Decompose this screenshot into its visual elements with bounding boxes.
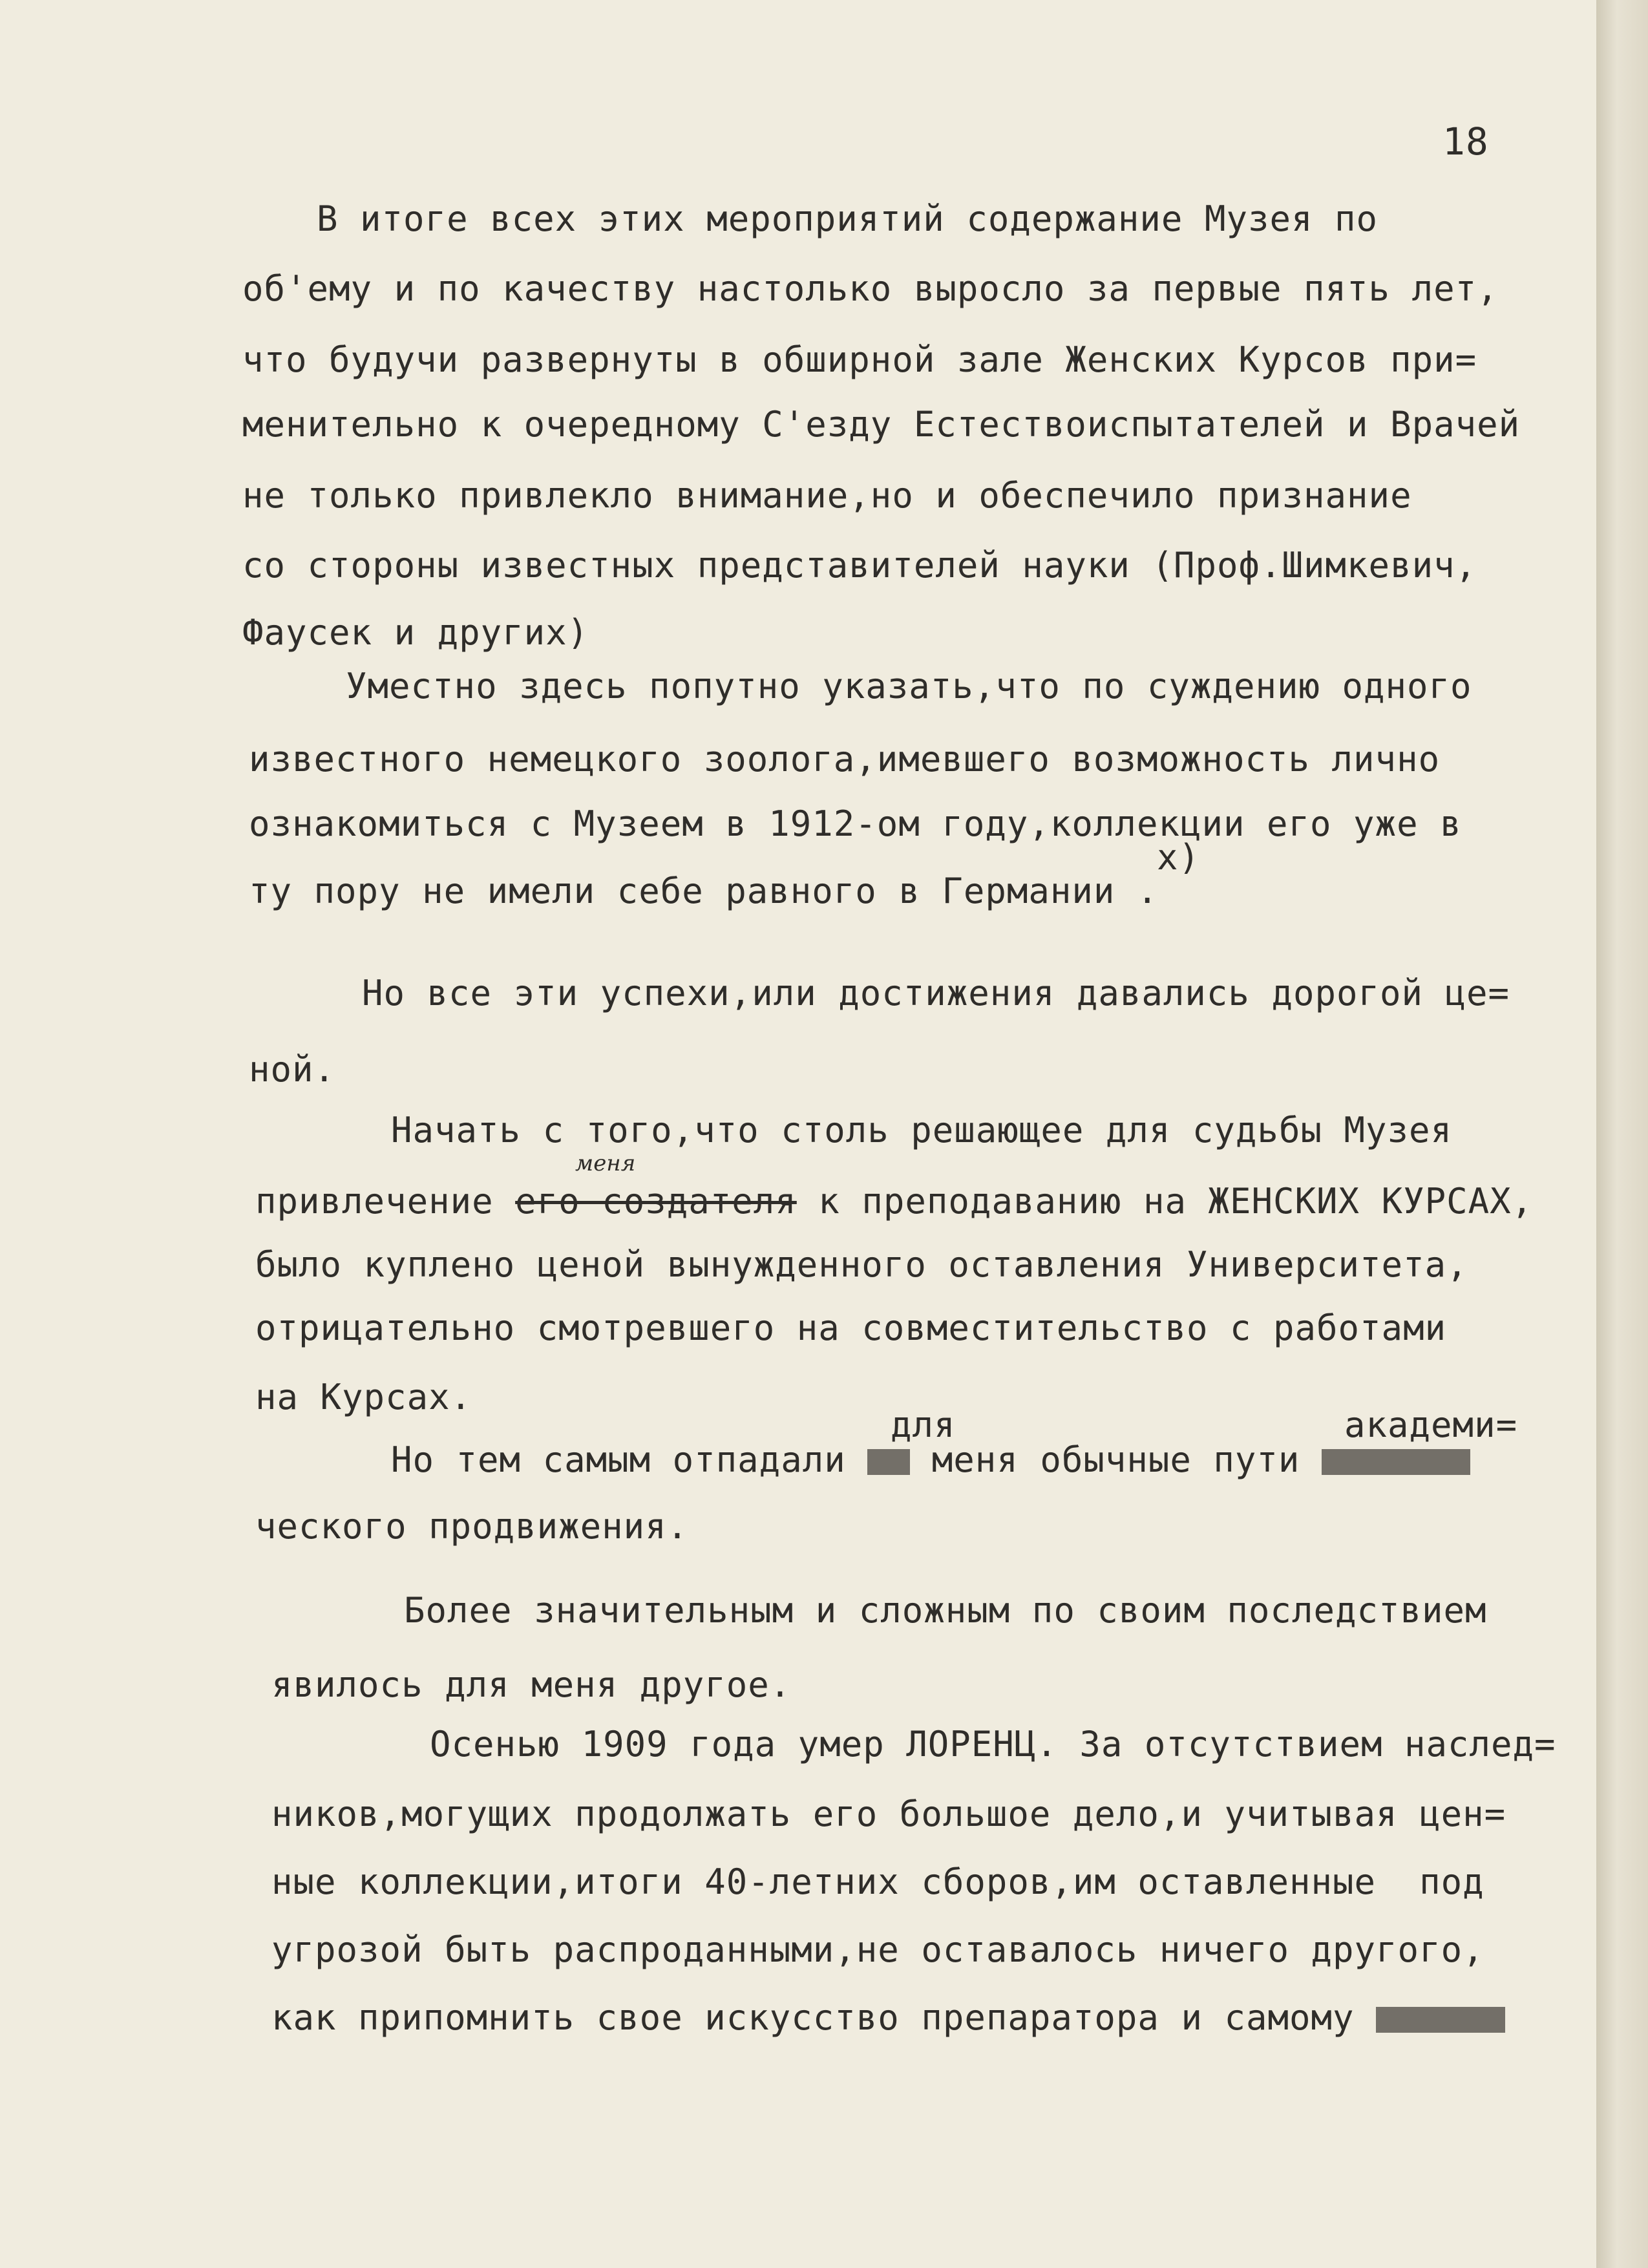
text-line: менительно к очередному С'езду Естествоиспытателей и Врачей bbox=[242, 404, 1521, 445]
text-line: отрицательно смотревшего на совместительство с работами bbox=[255, 1308, 1447, 1348]
text-line: ознакомиться с Музеем в 1912-ом году,коллекции его уже в bbox=[249, 803, 1462, 844]
text-line: Более значительным и сложным по своим последствием bbox=[404, 1590, 1487, 1631]
text-line: ческого продвижения. bbox=[255, 1506, 689, 1547]
text-line: ной. bbox=[249, 1049, 336, 1090]
overtyped-blot bbox=[1376, 2007, 1505, 2033]
handwritten-insertion: меня bbox=[575, 1150, 636, 1176]
text-line: Начать с того,что столь решающее для судьбы Музея bbox=[391, 1110, 1453, 1150]
text-line: ные коллекции,итоги 40-летних сборов,им оставленные под bbox=[271, 1861, 1484, 1902]
text-line bbox=[391, 1439, 1470, 1480]
text-segment: Но тем самым отпадали bbox=[391, 1439, 868, 1480]
text-line: известного немецкого зоолога,имевшего возможность лично bbox=[249, 739, 1441, 779]
text-line bbox=[271, 1997, 1505, 2038]
footnote-mark: х) bbox=[1157, 837, 1201, 878]
text-line: угрозой быть распроданными,не оставалось ничего другого, bbox=[271, 1929, 1484, 1970]
text-line: не только привлекло внимание,но и обеспечило признание bbox=[242, 475, 1412, 516]
overtyped-blot bbox=[867, 1449, 910, 1475]
page-number: 18 bbox=[1442, 120, 1489, 164]
text-line bbox=[255, 1181, 1534, 1222]
text-line: что будучи развернуты в обширной зале Женских Курсов при= bbox=[242, 339, 1477, 380]
text-segment: меня обычные пути bbox=[910, 1439, 1322, 1480]
text-line: В итоге всех этих мероприятий содержание Музея по bbox=[317, 198, 1379, 239]
paper-edge bbox=[1596, 0, 1648, 2268]
text-line: было куплено ценой вынужденного оставления Университета, bbox=[255, 1244, 1468, 1285]
text-segment: к преподаванию на ЖЕНСКИХ КУРСАХ, bbox=[796, 1181, 1534, 1222]
text-line: ников,могущих продолжать его большое дело,и учитывая цен= bbox=[271, 1794, 1506, 1834]
struck-text: его создателя bbox=[515, 1181, 797, 1222]
text-line: об'ему и по качеству настолько выросло за первые пять лет, bbox=[242, 268, 1499, 309]
text-segment: привлечение bbox=[255, 1181, 516, 1222]
text-line: явилось для меня другое. bbox=[271, 1664, 792, 1705]
text-line: ту пору не имели себе равного в Германии . bbox=[249, 871, 1159, 911]
text-line: Фаусек и других) bbox=[242, 612, 589, 653]
text-line: Но все эти успехи,или достижения давались дорогой це= bbox=[362, 973, 1510, 1013]
insertion-above: для bbox=[891, 1404, 956, 1445]
insertion-above: академи= bbox=[1344, 1404, 1518, 1445]
text-line: со стороны известных представителей науки (Проф.Шимкевич, bbox=[242, 545, 1477, 586]
text-segment: как припомнить свое искусство препаратора и самому bbox=[271, 1997, 1377, 2038]
text-line: на Курсах. bbox=[255, 1377, 472, 1417]
text-line: Осенью 1909 года умер ЛОРЕНЦ. За отсутствием наслед= bbox=[430, 1724, 1556, 1765]
text-line: Уместно здесь попутно указать,что по суждению одного bbox=[346, 666, 1472, 706]
overtyped-blot bbox=[1322, 1449, 1470, 1475]
